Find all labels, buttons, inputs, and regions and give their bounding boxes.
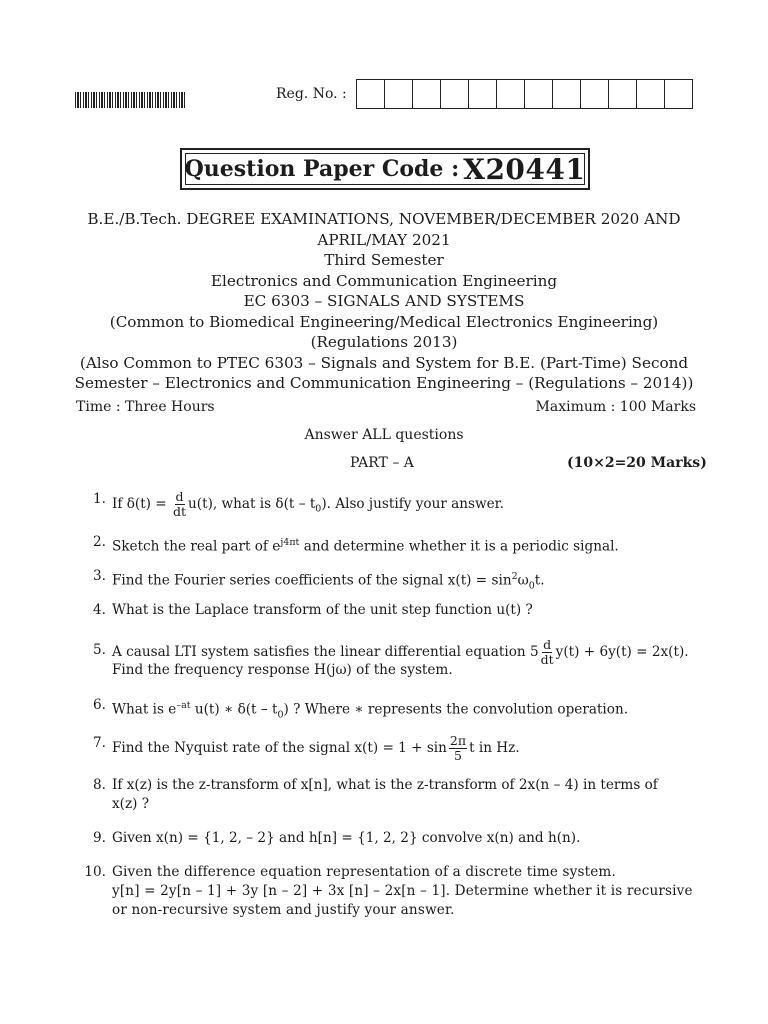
reg-no-label: Reg. No. : — [276, 86, 347, 102]
question-3: 3. Find the Fourier series coefficients of the signal $x(t) = \sin^2\omega_0t$. — [93, 568, 545, 592]
question-6: 6. What is $e^{-at}$ u(t) ∗ $\delta(t - t_0)$ ? Where ∗ represents the convolution operation. — [93, 697, 629, 721]
reg-no-boxes[interactable] — [356, 79, 693, 109]
part-label: PART – A — [350, 455, 414, 471]
common-note-2b: Semester – Electronics and Communication Engineering – (Regulations – 2014)) — [74, 374, 694, 392]
regulations: (Regulations 2013) — [310, 333, 458, 351]
reg-box[interactable] — [637, 80, 665, 108]
question-paper-code-box — [180, 148, 590, 190]
question-1: 1. If δ(t) = $\frac{d}{dt}$ u(t), what is $\delta(t - t_0)$. Also justify your answer. — [93, 489, 505, 519]
reg-box[interactable] — [553, 80, 581, 108]
question-2: 2. Sketch the real part of $e^{j4\pi t}$ and determine whether it is a periodic signal. — [93, 534, 619, 555]
reg-box[interactable] — [609, 80, 637, 108]
reg-box[interactable] — [665, 80, 692, 108]
reg-box[interactable] — [413, 80, 441, 108]
question-9: 9. Given x(n) = {1, 2, – 2} and h[n] = {1, 2, 2} convolve x(n) and h(n). — [93, 830, 581, 846]
code-label: Question Paper Code : — [184, 156, 460, 182]
time-label: Time : Three Hours — [76, 399, 215, 415]
reg-box[interactable] — [385, 80, 413, 108]
question-4: 4. What is the Laplace transform of the unit step function u(t) ? — [93, 602, 533, 618]
answer-all: Answer ALL questions — [304, 427, 464, 443]
reg-box[interactable] — [469, 80, 497, 108]
reg-box[interactable] — [357, 80, 385, 108]
part-marks: (10×2=20 Marks) — [567, 455, 707, 471]
reg-box[interactable] — [441, 80, 469, 108]
semester: Third Semester — [324, 251, 444, 269]
time-marks-row — [76, 399, 696, 415]
question-8: 8. If x(z) is the z-transform of x[n], what is the z-transform of 2x(n – 4) in terms of x(z) ? — [93, 777, 658, 812]
max-marks-label: Maximum : 100 Marks — [535, 399, 696, 415]
common-note-2a: (Also Common to PTEC 6303 – Signals and System for B.E. (Part-Time) Second — [79, 353, 689, 372]
common-note-1: (Common to Biomedical Engineering/Medical Electronics Engineering) — [109, 312, 659, 331]
reg-box[interactable] — [525, 80, 553, 108]
reg-box[interactable] — [497, 80, 525, 108]
code-value: X20441 — [463, 152, 586, 186]
course: EC 6303 – SIGNALS AND SYSTEMS — [243, 292, 525, 310]
exam-line2: APRIL/MAY 2021 — [317, 230, 451, 249]
exam-title-block — [70, 209, 698, 394]
branch: Electronics and Communication Engineering — [210, 271, 558, 290]
question-10: 10. Given the difference equation representation of a discrete time system. y[n] = 2y[n – 1] + 3y [n – 2] + 3x [n] – 2x[n – 1]. Determine whether it is recursive or non-recursive system and justify your answer. — [84, 864, 693, 918]
exam-line1: B.E./B.Tech. DEGREE EXAMINATIONS, NOVEMBER/DECEMBER 2020 AND — [87, 210, 681, 228]
question-5: 5. A causal LTI system satisfies the linear differential equation 5 $\frac{d}{dt}$ y(t) + 6y(t) = 2x(t). Find the frequency response H(jω) of the system. — [93, 637, 689, 678]
question-7: 7. Find the Nyquist rate of the signal x(t) = 1 + sin $\frac{2\pi}{5}$ t in Hz. — [93, 733, 520, 763]
reg-box[interactable] — [581, 80, 609, 108]
barcode-image — [75, 92, 187, 108]
